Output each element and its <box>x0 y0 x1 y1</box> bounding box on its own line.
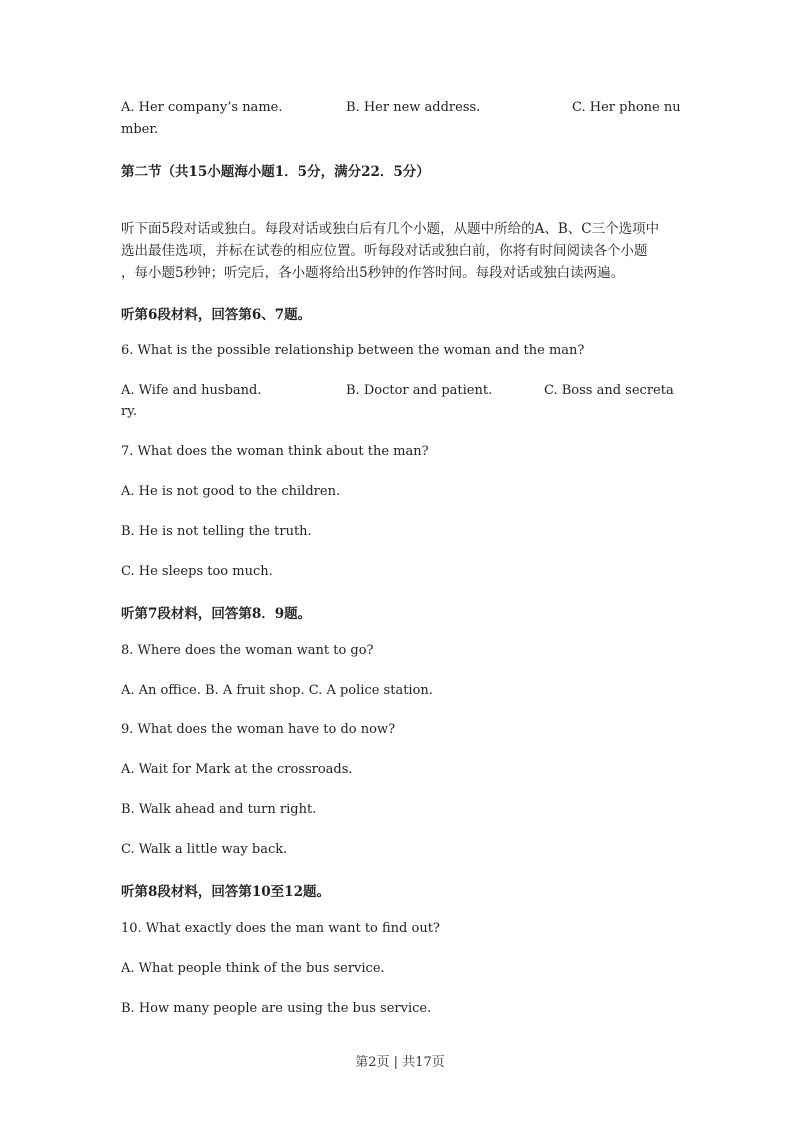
instructions-line-2: 选出最佳选项，并标在试卷的相应位置。听每段对话或独白前，你将有时间阅读各个小题 <box>121 243 648 259</box>
q9-stem: 9. What does the woman have to do now? <box>121 722 396 737</box>
q10-stem: 10. What exactly does the man want to find out? <box>121 921 440 936</box>
passage-8-heading: 听第8段材料，回答第10至12题。 <box>121 884 330 900</box>
q9-option-a: A. Wait for Mark at the crossroads. <box>121 762 353 777</box>
instructions-line-1: 听下面5段对话或独白。每段对话或独白后有几个小题，从题中所给的A、B、C三个选项中 <box>121 221 660 237</box>
q5-option-c-continued: mber. <box>121 122 159 137</box>
q6-option-a: A. Wife and husband. <box>121 383 262 398</box>
q7-stem: 7. What does the woman think about the man? <box>121 444 429 459</box>
passage-6-heading: 听第6段材料，回答第6、7题。 <box>121 307 312 323</box>
q8-options: A. An office. B. A fruit shop. C. A police station. <box>121 683 433 698</box>
q7-option-c: C. He sleeps too much. <box>121 564 273 579</box>
q10-option-b: B. How many people are using the bus service. <box>121 1001 432 1016</box>
q5-option-a: A. Her company’s name. <box>121 100 283 115</box>
q9-option-c: C. Walk a little way back. <box>121 842 288 857</box>
q5-option-c: C. Her phone nu <box>572 100 681 115</box>
q5-option-b: B. Her new address. <box>346 100 481 115</box>
section-heading: 第二节（共15小题海小题1．5分，满分22．5分） <box>121 164 430 180</box>
q7-option-a: A. He is not good to the children. <box>121 484 341 499</box>
q9-option-b: B. Walk ahead and turn right. <box>121 802 317 817</box>
passage-7-heading: 听第7段材料，回答第8．9题。 <box>121 606 312 622</box>
q6-stem: 6. What is the possible relationship between the woman and the man? <box>121 343 585 358</box>
q6-option-c-continued: ry. <box>121 404 137 419</box>
instructions-line-3: ，每小题5秒钟；听完后，各小题将给出5秒钟的作答时间。每段对话或独白读两遍。 <box>121 265 625 281</box>
q8-stem: 8. Where does the woman want to go? <box>121 643 374 658</box>
q6-option-b: B. Doctor and patient. <box>346 383 493 398</box>
q7-option-b: B. He is not telling the truth. <box>121 524 312 539</box>
q6-option-c: C. Boss and secreta <box>544 383 674 398</box>
page-footer: 第2页 | 共17页 <box>355 1055 445 1070</box>
q10-option-a: A. What people think of the bus service. <box>121 961 385 976</box>
